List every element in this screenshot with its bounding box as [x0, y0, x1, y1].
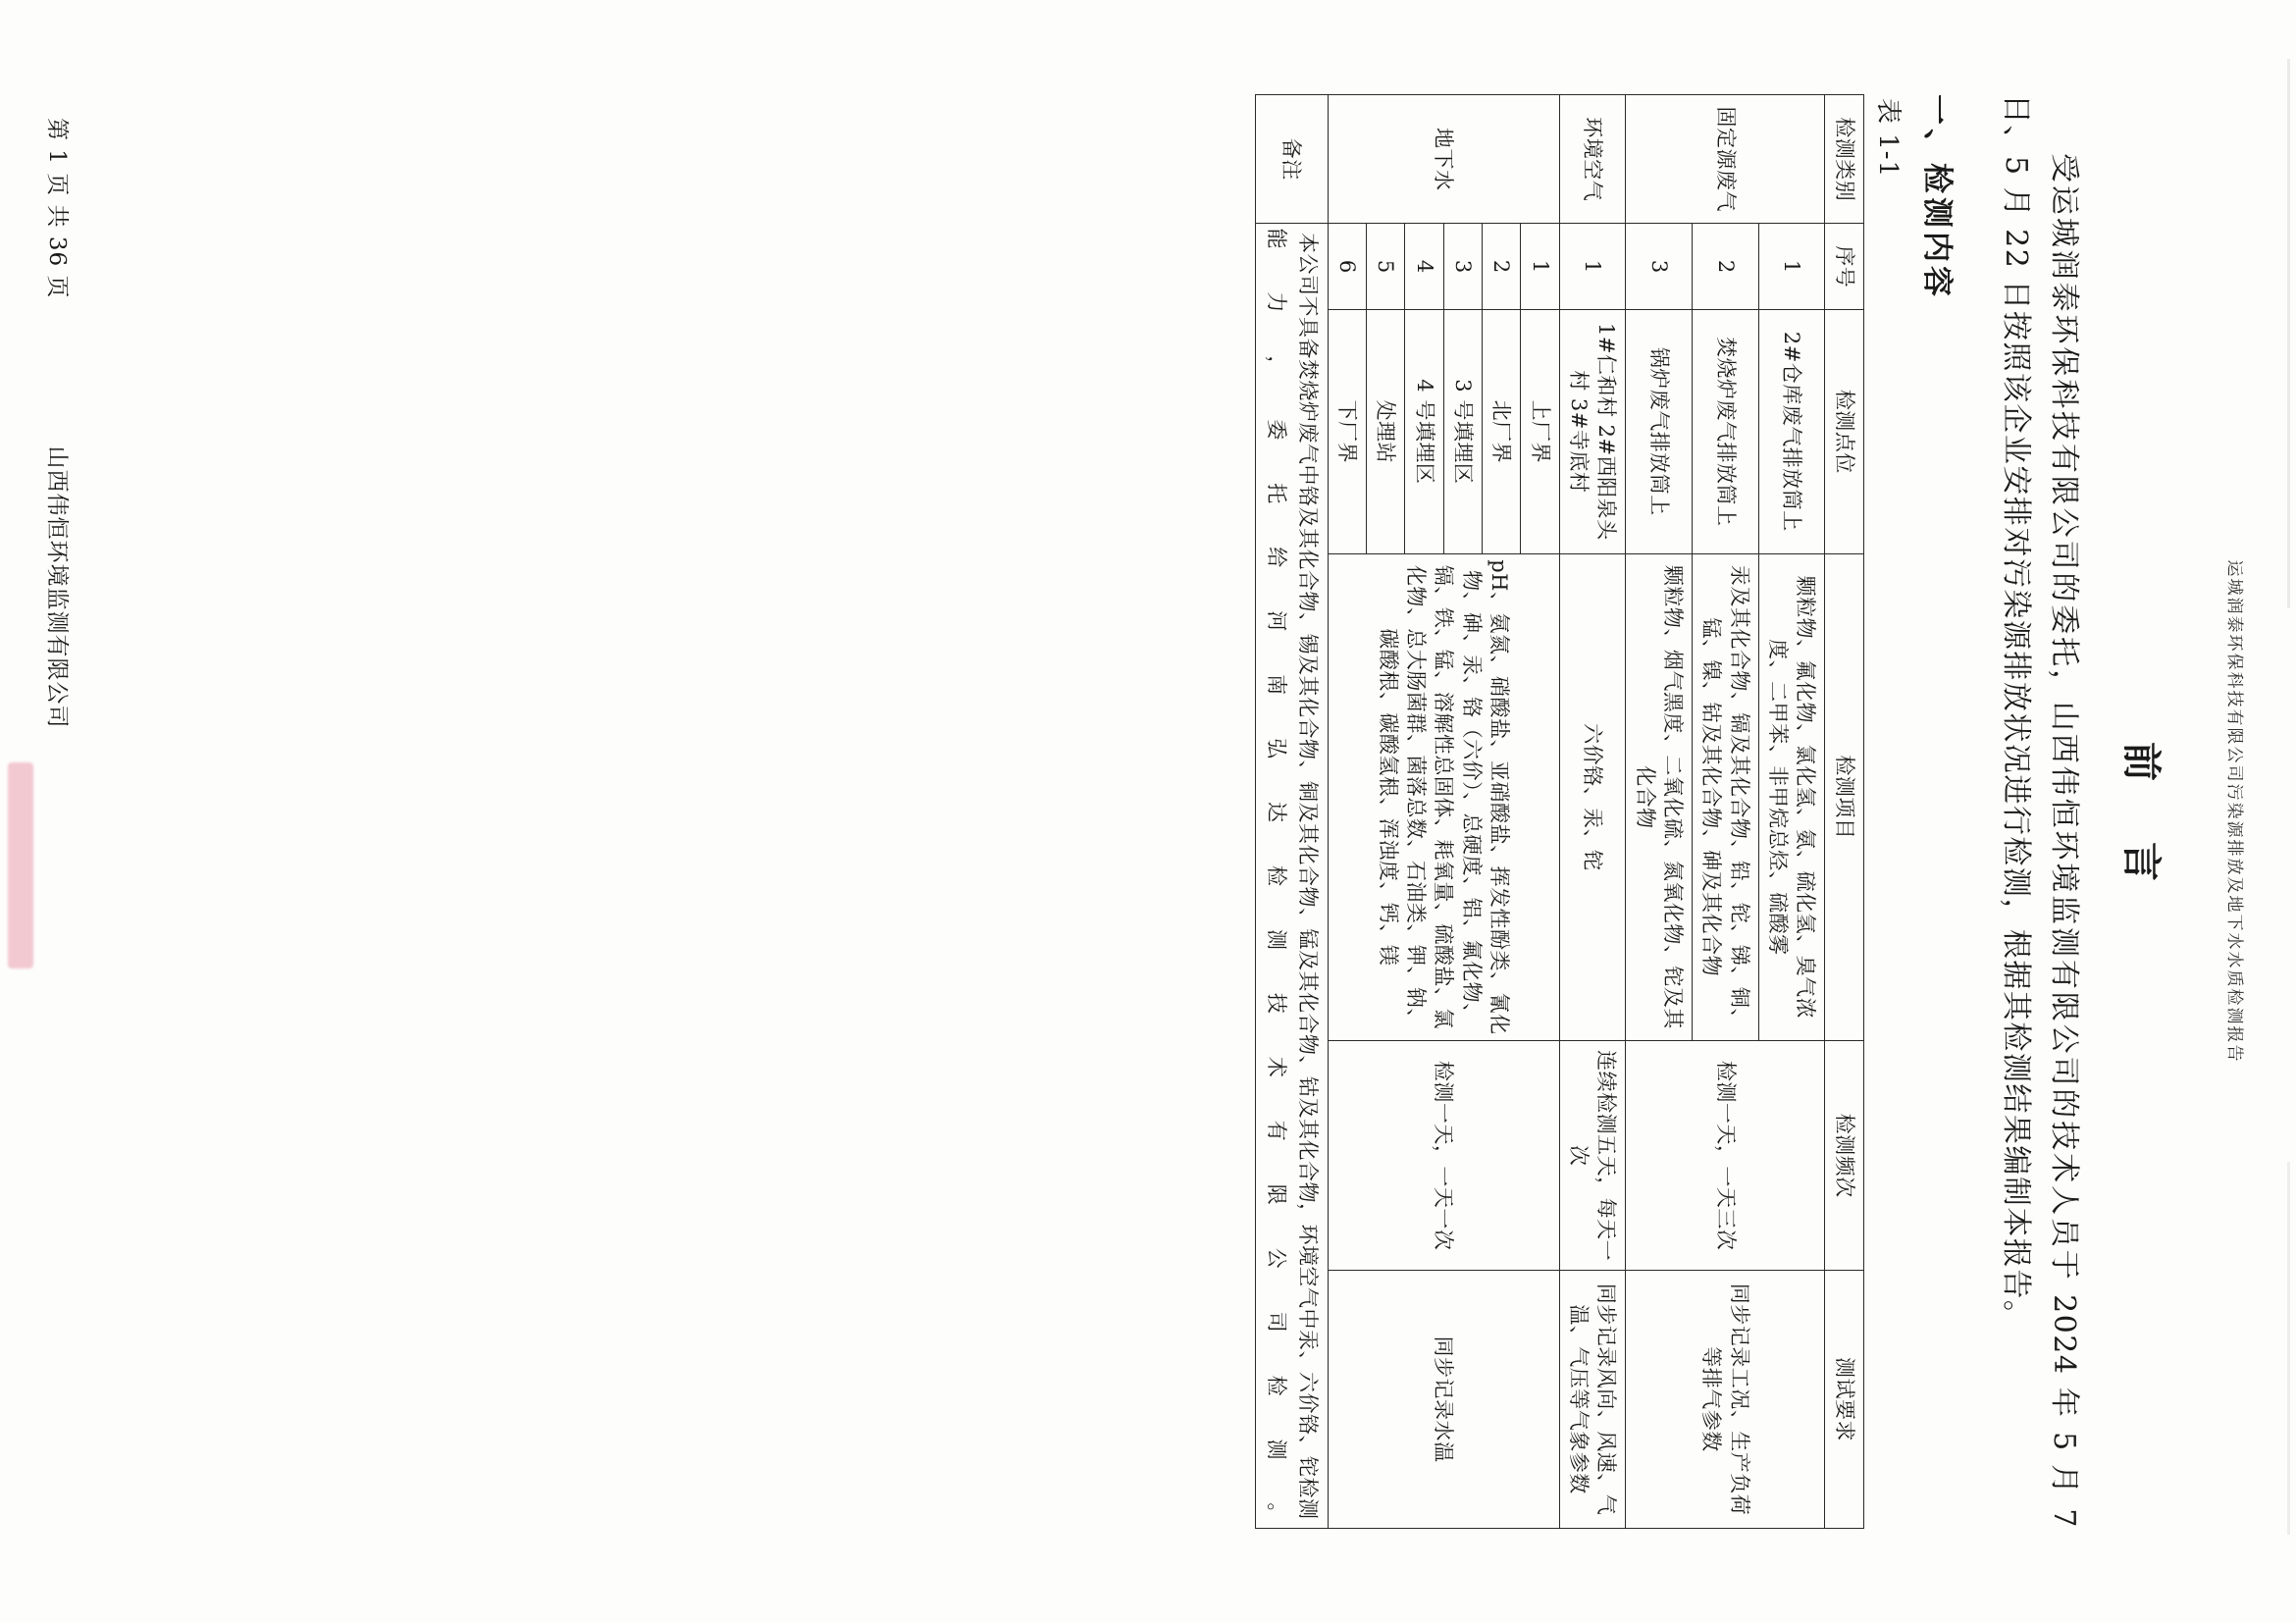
cell-point: 4 号填埋区 — [1405, 310, 1443, 553]
table-row — [1758, 95, 1825, 1529]
cell-req: 同步记录风向、风速、气温、气压等气象参数 — [1559, 1271, 1626, 1529]
red-stamp-artifact — [8, 762, 33, 969]
cell-no: 4 — [1405, 224, 1443, 310]
table-row — [1521, 95, 1559, 1529]
th-type: 检测类别 — [1825, 95, 1863, 224]
th-req: 测试要求 — [1825, 1271, 1863, 1529]
table-row — [1559, 95, 1626, 1529]
cell-type: 环境空气 — [1559, 95, 1626, 224]
cell-item: 颗粒物、氟化物、氯化氢、氨、硫化氢、臭气浓度、二甲苯、非甲烷总烃、硫酸雾 — [1758, 553, 1825, 1041]
cell-no: 1 — [1559, 224, 1626, 310]
th-item: 检测项目 — [1825, 553, 1863, 1041]
cell-no: 2 — [1483, 224, 1521, 310]
cell-point: 焚烧炉废气排放筒上 — [1693, 310, 1759, 553]
cell-item: 颗粒物、烟气黑度、二氧化硫、氮氧化物、铊及其化合物 — [1626, 553, 1693, 1041]
detection-content-table — [1255, 94, 1864, 1529]
cell-point: 锅炉废气排放筒上 — [1626, 310, 1693, 553]
th-freq: 检测频次 — [1825, 1041, 1863, 1271]
th-point: 检测点位 — [1825, 310, 1863, 553]
cell-freq: 检测一天，一天一次 — [1328, 1041, 1559, 1271]
cell-item: 六价铬、汞、铊 — [1559, 553, 1626, 1041]
document-body — [108, 94, 2190, 1529]
table-header-row — [1825, 95, 1863, 1529]
cell-no: 3 — [1443, 224, 1482, 310]
cell-no: 1 — [1521, 224, 1559, 310]
footer-organization: 山西伟恒环境监测有限公司 — [44, 445, 70, 729]
footer-page-number: 第 1 页 共 36 页 — [44, 118, 70, 299]
cell-no: 5 — [1367, 224, 1405, 310]
cell-no: 1 — [1758, 224, 1825, 310]
cell-no: 3 — [1626, 224, 1693, 310]
cell-freq: 连续检测五天，每天一次 — [1559, 1041, 1626, 1271]
page-title: 前 言 — [2118, 742, 2165, 905]
cell-point: 2#仓库废气排放筒上 — [1758, 310, 1825, 553]
cell-point: 北厂界 — [1483, 310, 1521, 553]
cell-freq: 检测一天，一天三次 — [1626, 1041, 1825, 1271]
section-heading: 一、检测内容 — [1918, 94, 1955, 300]
cell-item: pH、氨氮、硝酸盐、亚硝酸盐、挥发性酚类、氰化物、砷、汞、铬（六价）、总硬度、铝、氟化物、镉、铁、锰、溶解性总固体、耗氧量、硫酸盐、氯化物、总大肠菌群、菌落总数、石油类、钾、钠、碳酸根、碳酸氢根、浑浊度、钙、镁 — [1328, 553, 1559, 1041]
cell-no: 2 — [1693, 224, 1759, 310]
cell-point: 下厂界 — [1328, 310, 1366, 553]
cell-no: 6 — [1328, 224, 1366, 310]
cell-type: 固定源废气 — [1626, 95, 1825, 224]
cell-point: 3 号填埋区 — [1443, 310, 1482, 553]
cell-item: 汞及其化合物、镉及其化合物、铅、铊、锑、铜、锰、镍、钴及其化合物、砷及其化合物 — [1693, 553, 1759, 1041]
cell-req: 同步记录工况、生产负荷等排气参数 — [1626, 1271, 1825, 1529]
cell-req: 同步记录水温 — [1328, 1271, 1559, 1529]
cell-type: 地下水 — [1328, 95, 1559, 224]
cell-point: 处理站 — [1367, 310, 1405, 553]
table-remark-row — [1255, 95, 1328, 1529]
page-header: 运城润泰环保科技有限公司污染源排放及地下水水质检测报告 — [2224, 559, 2244, 1064]
page-footer — [43, 118, 76, 1505]
preface-paragraph: 受运城润泰环保科技有限公司的委托，山西伟恒环境监测有限公司的技术人员于 2024 年 5 月 7 日、5 月 22 日按照该企业安排对污染源排放状况进行检测，根据其检测结果编制本报告。 — [1999, 94, 2081, 1529]
cell-point: 1#仁和村 2#西阳泉头村 3#寺底村 — [1559, 310, 1626, 553]
cell-point: 上厂界 — [1521, 310, 1559, 553]
table-caption: 表 1-1 — [1872, 98, 1903, 179]
th-no: 序号 — [1825, 224, 1863, 310]
cell-remark-text: 本公司不具备焚烧炉废气中铬及其化合物、锡及其化合物、铜及其化合物、锰及其化合物、钴及其化合物，环境空气中汞、六价铬、铊检测能力，委托给河南弘达检测技术有限公司检测。 — [1255, 224, 1328, 1529]
cell-remark-label: 备注 — [1255, 95, 1328, 224]
